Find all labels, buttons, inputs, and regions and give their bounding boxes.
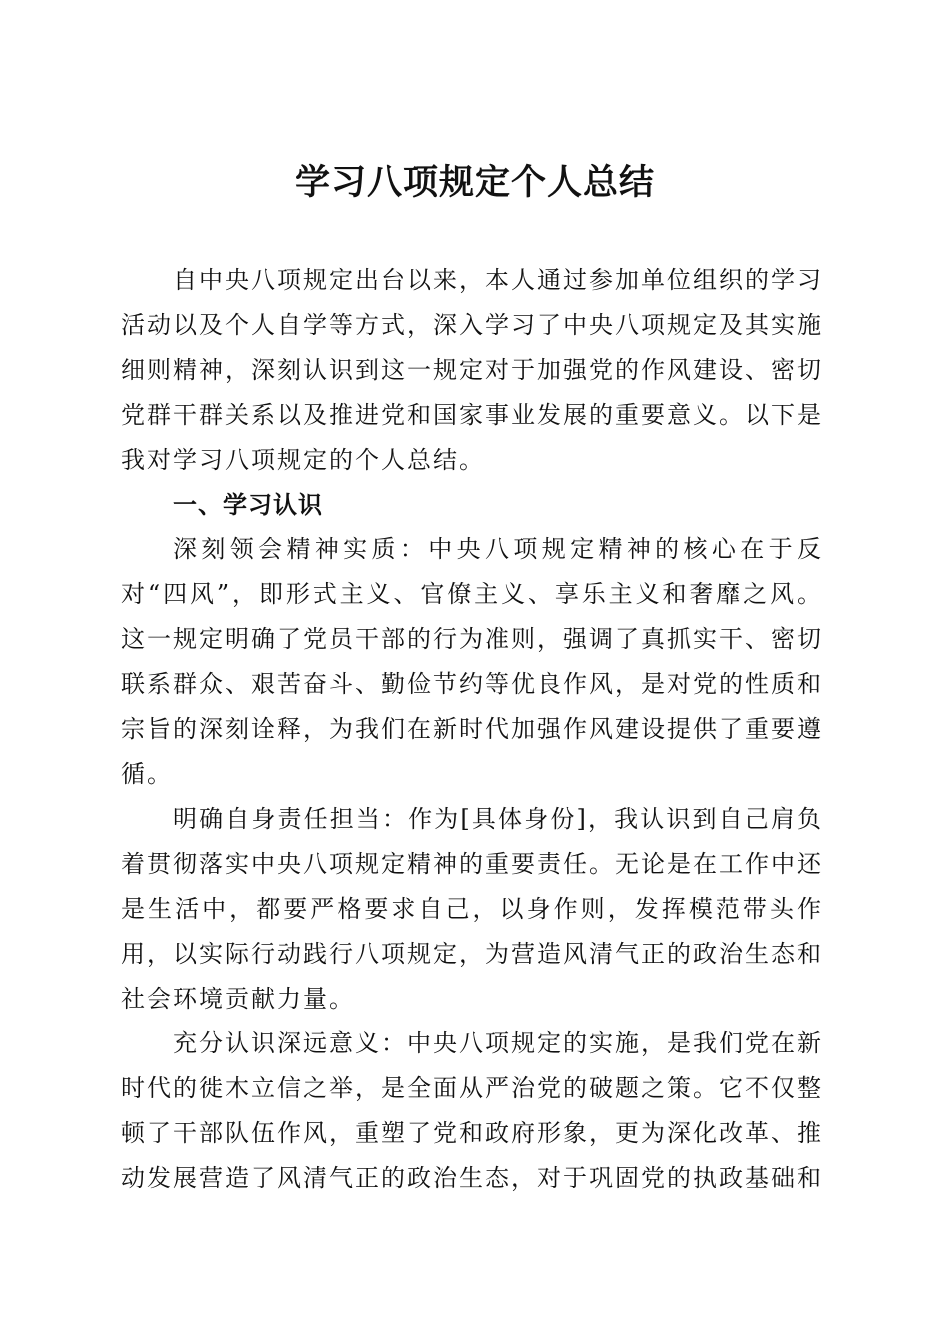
section-heading: 一、学习认识 bbox=[173, 490, 323, 519]
paragraph-responsibility: 明确自身责任担当：作为[具体身份]，我认识到自己肩负着贯彻落实中央八项规定精神的重要责任。无论是在工作中还是生活中，都要严格要求自己，以身作则，发挥模范带头作用，以实际行动践行八项规定，为营造风清气正的政治生态和社会环境贡献力量。 bbox=[121, 804, 823, 1013]
document-body bbox=[121, 258, 823, 1201]
paragraph-spirit: 深刻领会精神实质：中央八项规定精神的核心在于反对“四风”，即形式主义、官僚主义、享乐主义和奢靡之风。这一规定明确了党员干部的行为准则，强调了真抓实干、密切联系群众、艰苦奋斗、勤俭节约等优良作风，是对党的性质和宗旨的深刻诠释，为我们在新时代加强作风建设提供了重要遵循。 bbox=[121, 535, 823, 788]
intro-paragraph: 自中央八项规定出台以来，本人通过参加单位组织的学习活动以及个人自学等方式，深入学习了中央八项规定及其实施细则精神，深刻认识到这一规定对于加强党的作风建设、密切党群干群关系以及推进党和国家事业发展的重要意义。以下是我对学习八项规定的个人总结。 bbox=[121, 266, 823, 474]
document-title: 学习八项规定个人总结 bbox=[294, 162, 655, 204]
paragraph-significance: 充分认识深远意义：中央八项规定的实施，是我们党在新时代的徙木立信之举，是全面从严治党的破题之策。它不仅整顿了干部队伍作风，重塑了党和政府形象，更为深化改革、推动发展营造了风清气正的政治生态，对于巩固党的执政基础和 bbox=[121, 1029, 823, 1193]
